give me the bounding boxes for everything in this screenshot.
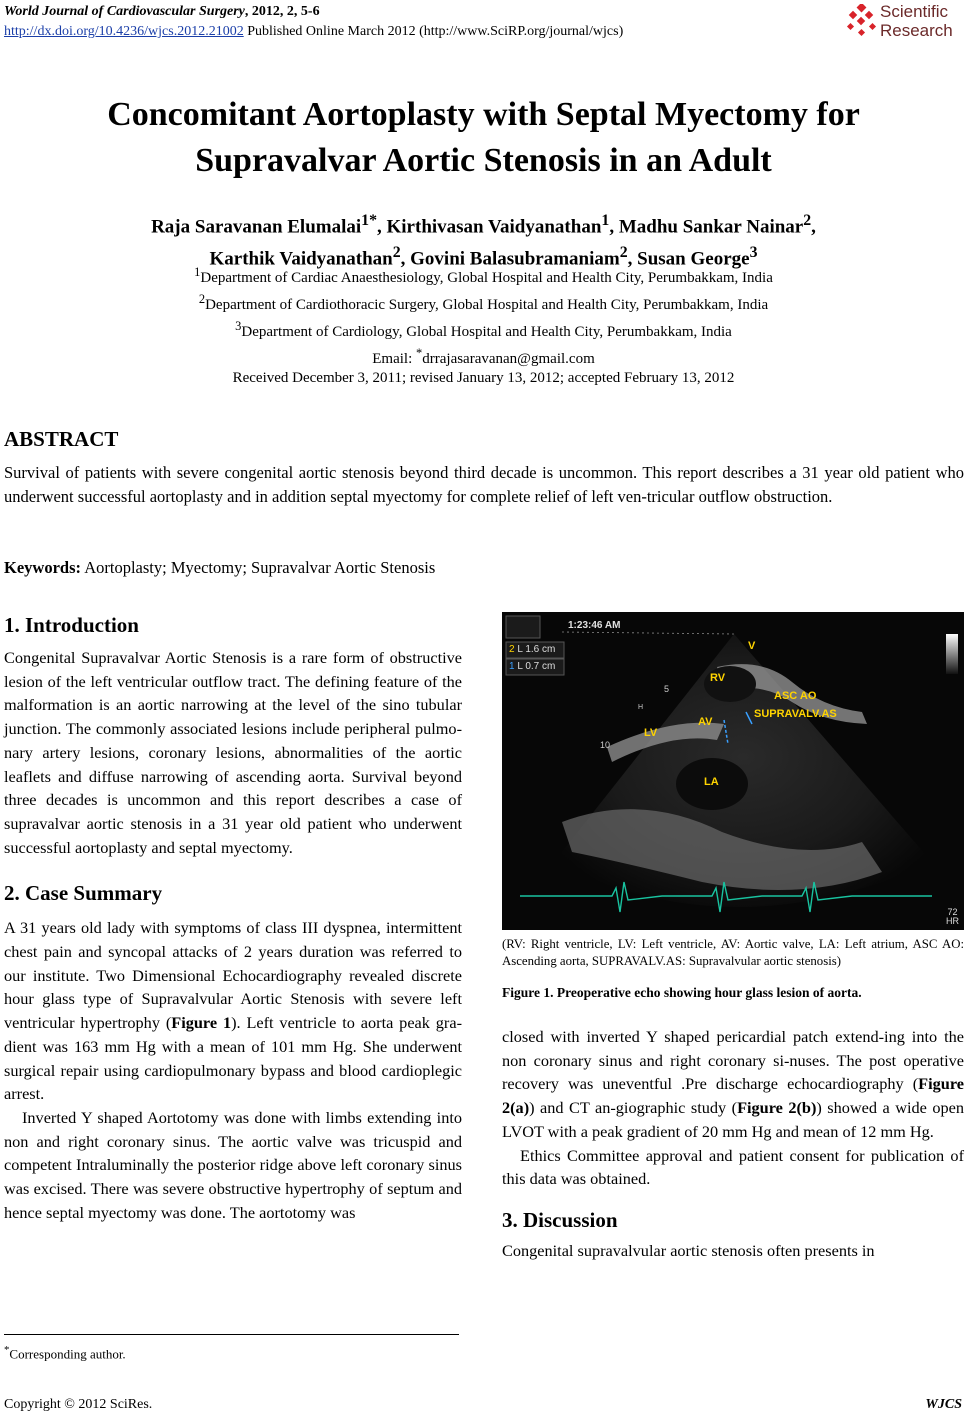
author-affiliation-marker: 1: [601, 212, 610, 229]
right-paragraph-1: [502, 1025, 964, 1144]
figure-1-caption: Figure 1. Preoperative echo showing hour glass lesion of aorta.: [502, 985, 862, 1000]
abstract-text: Survival of patients with severe congenital aortic stenosis beyond third decade is uncommon. This report describes a 31 year old patient who underwent successful aortoplasty and in addition septal myectomy for complete relief of left ven-tricular outflow obstruction.: [4, 463, 964, 506]
section-heading-case-summary: 2. Case Summary: [4, 881, 163, 906]
affiliation-marker: 3: [235, 319, 242, 333]
article-title: [0, 92, 967, 184]
discussion-paragraph: Congenital supravalvular aortic stenosis often presents in: [502, 1240, 875, 1260]
author-name: Govini Balasubramaniam: [410, 248, 620, 270]
email-label: Email:: [372, 351, 416, 367]
case-paragraph-1: [4, 916, 462, 1106]
publisher-logo: [846, 2, 966, 42]
footnote-divider: [4, 1334, 459, 1335]
journal-name: World Journal of Cardiovascular Surgery: [4, 4, 245, 19]
author-separator: ,: [627, 248, 638, 270]
author-separator: ,: [400, 248, 411, 270]
keywords-label: Keywords:: [4, 558, 81, 577]
echocardiogram-image: [502, 612, 964, 930]
echo-label-la: LA: [704, 776, 719, 788]
copyright-notice: Copyright © 2012 SciRes.: [4, 1397, 153, 1412]
body-text: closed with inverted Y shaped pericardial patch extend-ing into the non coronary sinus and right coronary si-nuses. The post operative recovery was uneventful .Pre discharge echocardiography (: [502, 1027, 964, 1094]
email-address[interactable]: drrajasaravanan@gmail.com: [422, 351, 595, 367]
author-separator: ,: [811, 216, 816, 238]
echo-label-supravalv: SUPRAVALV.AS: [754, 708, 837, 720]
section-heading-introduction: 1. Introduction: [4, 613, 139, 637]
email-marker: *: [416, 346, 423, 360]
footnote-text: Corresponding author.: [9, 1346, 126, 1362]
echo-abbreviations: (RV: Right ventricle, LV: Left ventricle, AV: Aortic valve, LA: Left atrium, ASC AO: Ascending aorta, SUPRAVALV.AS: Supravalvular aortic stenosis): [502, 937, 964, 968]
section-heading-discussion: 3. Discussion: [502, 1207, 618, 1232]
echo-depth-5: 5: [664, 684, 670, 694]
measurement-unit: cm: [542, 644, 556, 655]
affiliation-text: Department of Cardiology, Global Hospital and Health City, Perumbakkam, India: [241, 324, 732, 340]
running-header: [4, 2, 804, 42]
title-line-2: Supravalvar Aortic Stenosis in an Adult: [195, 142, 772, 179]
measurement-value: 0.7: [525, 661, 540, 672]
footnote: [4, 1342, 126, 1362]
author-name: Susan George: [637, 248, 750, 270]
keywords-line: [4, 557, 435, 579]
echo-label-lv: LV: [644, 727, 658, 739]
author-affiliation-marker: 2: [619, 244, 628, 262]
logo-line-2: Research: [880, 21, 953, 40]
author-separator: ,: [609, 216, 619, 238]
author-affiliation-marker: 1*: [361, 212, 377, 229]
body-text: ) and CT an-giographic study (: [529, 1098, 738, 1118]
affiliation-marker: 2: [198, 292, 206, 306]
measurement-type: L: [517, 644, 523, 655]
right-paragraph-2: Ethics Committee approval and patient consent for publication of this data was obtained.: [502, 1145, 964, 1189]
measurement-index: 1: [509, 661, 515, 672]
figure-1-reference[interactable]: Figure 1: [171, 1013, 232, 1033]
affiliation-list: [0, 262, 967, 370]
case-paragraph-2: Inverted Y shaped Aortotomy was done with limbs extending into non and right coronary sinus. The aortic valve was tricuspid and competent Intraluminally the posterior ridge above left coronary sinus was excised. There was severe obstructive hypertrophy of septum and hence septal myectomy was done. The aortotomy was: [4, 1107, 462, 1222]
echo-heart-rate: [946, 908, 959, 926]
author-separator: ,: [377, 216, 387, 238]
echo-label-av: AV: [698, 716, 713, 728]
echo-label-h: H: [638, 704, 644, 711]
author-name: Karthik Vaidyanathan: [209, 248, 393, 270]
right-column: [502, 612, 964, 1263]
affiliation-item: [0, 316, 967, 343]
journal-citation: , 2012, 2, 5-6: [244, 4, 320, 19]
footnote-marker: *: [4, 1344, 10, 1356]
affiliation-marker: 1: [194, 265, 201, 279]
echo-measurement-1: [509, 644, 555, 655]
author-name: Madhu Sankar Nainar: [618, 216, 804, 238]
measurement-type: L: [517, 661, 523, 672]
keywords-list: Aortoplasty; Myectomy; Supravalvar Aortic Stenosis: [81, 558, 436, 577]
measurement-unit: cm: [542, 661, 556, 672]
body-text: ) showed a wide open LVOT with a peak gradient of 20 mm Hg and mean of 12 mm Hg.: [502, 1098, 964, 1141]
echo-measurement-2: [509, 661, 555, 672]
case-text: ). Left ventricle to aorta peak gra-dient was 163 mm Hg with a mean of 101 mm Hg. She underwent surgical repair using cardiopulmonary bypass and blood cardioplegic arrest.: [4, 1013, 462, 1104]
logo-line-1: Scientific: [880, 2, 949, 21]
figure-2b-reference[interactable]: Figure 2(b): [737, 1098, 817, 1118]
figure-2a-reference[interactable]: Figure 2(a): [502, 1074, 964, 1118]
affiliation-text: Department of Cardiac Anaesthesiology, Global Hospital and Health City, Perumbakkam, India: [200, 270, 773, 286]
author-affiliation-marker: 2: [803, 212, 812, 229]
author-name: Kirthivasan Vaidyanathan: [386, 216, 602, 238]
abstract-heading: ABSTRACT: [4, 427, 119, 451]
echo-label-v: V: [748, 640, 756, 652]
echo-label-asc-ao: ASC AO: [774, 690, 817, 702]
title-line-1: Concomitant Aortoplasty with Septal Myectomy for: [107, 96, 860, 133]
echo-depth-10: 10: [600, 740, 611, 750]
heart-rate-label: HR: [946, 916, 959, 926]
introduction-paragraph: Congenital Supravalvar Aortic Stenosis is a rare form of obstructive lesion of the left ventricular outflow tract. The defining feature of the malformation is an aortic narrowing at the level of the sino tubular junction. The commonly associated lesions include peripheral pulmo-nary artery lesions, coronary lesions, abnormalities of the aortic leaflets and diffuse narrowing of ascending aorta. Survival beyond three decades is uncommon and this report describes a case of supravalvar aortic stenosis in a 31 year old patient who underwent successful aortoplasty and septal myectomy.: [4, 648, 462, 857]
affiliation-text: Department of Cardiothoracic Surgery, Global Hospital and Health City, Perumbakkam, India: [205, 297, 769, 313]
journal-abbreviation: WJCS: [925, 1397, 962, 1412]
echo-label-rv: RV: [710, 672, 726, 684]
received-dates: Received December 3, 2011; revised January 13, 2012; accepted February 13, 2012: [232, 370, 735, 386]
affiliation-item: [0, 262, 967, 289]
heart-rate-value: 72: [947, 907, 958, 917]
echo-scan-graphic: [502, 612, 964, 930]
left-column: [4, 610, 462, 1224]
author-name: Raja Saravanan Elumalai: [151, 216, 362, 238]
author-affiliation-marker: 3: [749, 244, 758, 262]
publication-info: Published Online March 2012 (http://www.SciRP.org/journal/wjcs): [243, 24, 624, 39]
author-affiliation-marker: 2: [392, 244, 401, 262]
echo-timestamp: 1:23:46 AM: [568, 620, 621, 631]
email-line: [0, 343, 967, 370]
affiliation-item: [0, 289, 967, 316]
measurement-index: 2: [509, 644, 515, 655]
doi-link[interactable]: http://dx.doi.org/10.4236/wjcs.2012.21002: [4, 24, 244, 39]
logo-mark-icon: [846, 4, 878, 40]
measurement-value: 1.6: [525, 644, 540, 655]
case-text: A 31 years old lady with symptoms of class III dyspnea, intermittent chest pain and syncopal attacks of 2 years duration was referred to our institute. Two Dimensional Echocardiography revealed discrete hour glass type of Supravalvular Aortic Stenosis with severe left ventricular hypertrophy (: [4, 918, 462, 1033]
